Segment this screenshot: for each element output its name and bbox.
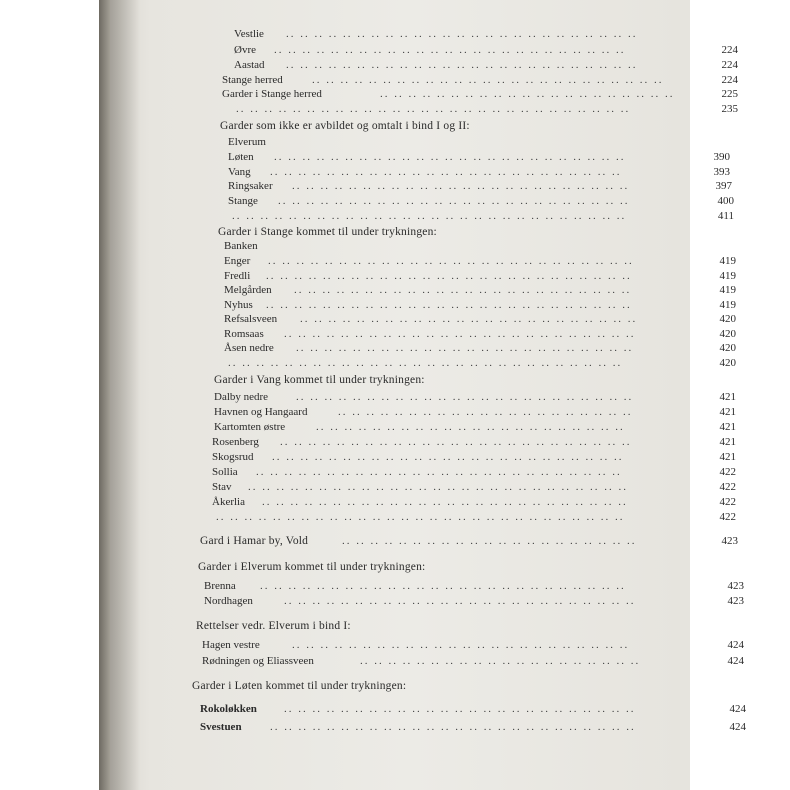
toc-entry: Melgården .. .. .. .. .. .. .. .. .. .. .. .. .. .. .. .. .. .. .. .. .. .. .. .. 419 — [224, 284, 736, 296]
toc-entry: Sollia .. .. .. .. .. .. .. .. .. .. .. .. .. .. .. .. .. .. .. .. .. .. .. .. .. .. 422 — [212, 466, 736, 478]
toc-entry: Vestlie .. .. .. .. .. .. .. .. .. .. .. .. .. .. .. .. .. .. .. .. .. .. .. .. .. — [234, 28, 638, 40]
toc-entry: Løten .. .. .. .. .. .. .. .. .. .. .. .. .. .. .. .. .. .. .. .. .. .. .. .. .. 390 — [228, 151, 730, 163]
section-heading: Rettelser vedr. Elverum i bind I: — [196, 620, 351, 632]
toc-entry: Rosenberg .. .. .. .. .. .. .. .. .. .. .. .. .. .. .. .. .. .. .. .. .. .. .. .. .. 421 — [212, 436, 736, 448]
toc-entry: Nordhagen .. .. .. .. .. .. .. .. .. .. .. .. .. .. .. .. .. .. .. .. .. .. .. .. .. 423 — [204, 595, 744, 607]
toc-entry: Havnen og Hangaard .. .. .. .. .. .. .. .. .. .. .. .. .. .. .. .. .. .. .. .. .. 421 — [214, 406, 736, 418]
toc-entry: Svestuen .. .. .. .. .. .. .. .. .. .. .. .. .. .. .. .. .. .. .. .. .. .. .. .. .. .. 424 — [200, 721, 746, 733]
toc-entry: Rødningen og Eliassveen .. .. .. .. .. .. .. .. .. .. .. .. .. .. .. .. .. .. .. .. 424 — [202, 655, 744, 667]
toc-entry: Stange herred .. .. .. .. .. .. .. .. .. .. .. .. .. .. .. .. .. .. .. .. .. .. .. .. .. 224 — [222, 74, 738, 86]
toc-entry: Nyhus .. .. .. .. .. .. .. .. .. .. .. .. .. .. .. .. .. .. .. .. .. .. .. .. .. .. 419 — [224, 299, 736, 311]
toc-entry: Refsalsveen .. .. .. .. .. .. .. .. .. .. .. .. .. .. .. .. .. .. .. .. .. .. .. .. 420 — [224, 313, 736, 325]
section-heading: Garder som ikke er avbildet og omtalt i bind I og II: — [220, 120, 470, 132]
toc-entry: Brenna .. .. .. .. .. .. .. .. .. .. .. .. .. .. .. .. .. .. .. .. .. .. .. .. .. .. 423 — [204, 580, 744, 592]
toc-entry: Åsen nedre .. .. .. .. .. .. .. .. .. .. .. .. .. .. .. .. .. .. .. .. .. .. .. .. 420 — [224, 342, 736, 354]
toc-entry: Vang .. .. .. .. .. .. .. .. .. .. .. .. .. .. .. .. .. .. .. .. .. .. .. .. .. 393 — [228, 166, 730, 178]
toc-entry: Elverum — [228, 136, 266, 148]
toc-entry: Skogsrud .. .. .. .. .. .. .. .. .. .. .. .. .. .. .. .. .. .. .. .. .. .. .. .. .. 421 — [212, 451, 736, 463]
toc-entry: Gard i Hamar by, Vold .. .. .. .. .. .. .. .. .. .. .. .. .. .. .. .. .. .. .. .. .. 423 — [200, 535, 738, 547]
section-heading: Garder i Elverum kommet til under trykningen: — [198, 561, 426, 573]
section-heading: Garder i Vang kommet til under trykningen: — [214, 374, 425, 386]
toc-entry: Aastad .. .. .. .. .. .. .. .. .. .. .. .. .. .. .. .. .. .. .. .. .. .. .. .. .. 224 — [234, 59, 738, 71]
section-heading: Garder i Løten kommet til under trykningen: — [192, 680, 407, 692]
toc-entry: Romsaas .. .. .. .. .. .. .. .. .. .. .. .. .. .. .. .. .. .. .. .. .. .. .. .. .. 420 — [224, 328, 736, 340]
toc-entry: Kartomten østre .. .. .. .. .. .. .. .. .. .. .. .. .. .. .. .. .. .. .. .. .. .. 421 — [214, 421, 736, 433]
toc-entry: Rokoløkken .. .. .. .. .. .. .. .. .. .. .. .. .. .. .. .. .. .. .. .. .. .. .. .. .. 424 — [200, 703, 746, 715]
table-of-contents: Vestlie .. .. .. .. .. .. .. .. .. .. .. .. .. .. .. .. .. .. .. .. .. .. .. .. .. Øvre .. .. .. .. .. .. .. .. .. .. .. .. .. .. .. .. .. .. .. .. .. .. .. .. .. 224 Aastad .. .. .. .. .. .. .. .. .. .. .. .. .. .. .. .. .. .. .. .. .. .. .. .. .. 224 Stange herred .. .. .. .. .. .. .. .. .. .. .. .. .. .. .. .. .. .. .. .. .. .. .. .. .. 224 Garder i Stange herred .. .. .. .. .. .. .. .. .. .. .. .. .. .. .. .. .. .. .. .. .. 225 .. .. .. .. .. .. .. .. .. .. .. .. .. .. .. .. .. .. .. .. .. .. .. .. .. .. .. .. 235 Garder som ikke er avbildet og omtalt i bind I og II: Elverum Løten .. .. .. .. .. .. .. .. .. .. .. .. .. .. .. .. .. .. .. .. .. .. .. .. .. 390 Vang .. .. .. .. .. .. .. .. .. .. .. .. .. .. .. .. .. .. .. .. .. .. .. .. .. 393 Ringsaker .. .. .. .. .. .. .. .. .. .. .. .. .. .. .. .. .. .. .. .. .. .. .. .. 397 Stange .. .. .. .. .. .. .. .. .. .. .. .. .. .. .. .. .. .. .. .. .. .. .. .. .. 400 .. .. .. .. .. .. .. .. .. .. .. .. .. .. .. .. .. .. .. .. .. .. .. .. .. .. .. .. 411 Garder i Stange kommet til under trykningen: Banken Enger .. .. .. .. .. .. .. .. .. .. .. .. .. .. .. .. .. .. .. .. .. .. .. .. .. .. 419 Fredli .. .. .. .. .. .. .. .. .. .. .. .. .. .. .. .. .. .. .. .. .. .. .. .. .. .. 419 Melgården .. .. .. .. .. .. .. .. .. .. .. .. .. .. .. .. .. .. .. .. .. .. .. .. 419 Nyhus .. .. .. .. .. .. .. .. .. .. .. .. .. .. .. .. .. .. .. .. .. .. .. .. .. .. 419 Refsalsveen .. .. .. .. .. .. .. .. .. .. .. .. .. .. .. .. .. .. .. .. .. .. .. .. 420 Romsaas .. .. .. .. .. .. .. .. .. .. .. .. .. .. .. .. .. .. .. .. .. .. .. .. .. 420 Åsen nedre .. .. .. .. .. .. .. .. .. .. .. .. .. .. .. .. .. .. .. .. .. .. .. .. 420 .. .. .. .. .. .. .. .. .. .. .. .. .. .. .. .. .. .. .. .. .. .. .. .. .. .. .. .. 420 Garder i Vang kommet til under trykningen: Dalby nedre .. .. .. .. .. .. .. .. .. .. .. .. .. .. .. .. .. .. .. .. .. .. .. .. 421 Havnen og Hangaard .. .. .. .. .. .. .. .. .. .. .. .. .. .. .. .. .. .. .. .. .. 421 Kartomten østre .. .. .. .. .. .. .. .. .. .. .. .. .. .. .. .. .. .. .. .. .. .. 421 Rosenberg .. .. .. .. .. .. .. .. .. .. .. .. .. .. .. .. .. .. .. .. .. .. .. .. .. 421 Skogsrud .. .. .. .. .. .. .. .. .. .. .. .. .. .. .. .. .. .. .. .. .. .. .. .. .. 421 Sollia .. .. .. .. .. .. .. .. .. .. .. .. .. .. .. .. .. .. .. .. .. .. .. .. .. .. 422 Stav .. .. .. .. .. .. .. .. .. .. .. .. .. .. .. .. .. .. .. .. .. .. .. .. .. .. .. 422 Åkerlia .. .. .. .. .. .. .. .. .. .. .. .. .. .. .. .. .. .. .. .. .. .. .. .. .. .. 422 .. .. .. .. .. .. .. .. .. .. .. .. .. .. .. .. .. .. .. .. .. .. .. .. .. .. .. .. .. 422 Gard i Hamar by, Vold .. .. .. .. .. .. .. .. .. .. .. .. .. .. .. .. .. .. .. .. .. 423 Garder i Elverum kommet til under trykningen: Brenna .. .. .. .. .. .. .. .. .. .. .. .. .. .. .. .. .. .. .. .. .. .. .. .. .. .. 423 Nordhagen .. .. .. .. .. .. .. .. .. .. .. .. .. .. .. .. .. .. .. .. .. .. .. .. .. 423 Rettelser vedr. Elverum i bind I: Hagen vestre .. .. .. .. .. .. .. .. .. .. .. .. .. .. .. .. .. .. .. .. .. .. .. .. 424 Rødningen og Eliassveen .. .. .. .. .. .. .. .. .. .. .. .. .. .. .. .. .. .. .. .. 424 Garder i Løten kommet til under trykningen: Rokoløkken .. .. .. .. .. .. .. .. .. .. .. .. .. .. .. .. .. .. .. .. .. .. .. .. .. 424 Svestuen .. .. .. .. .. .. .. .. .. .. .. .. .. .. .. .. .. .. .. .. .. .. .. .. .. .. 424 — [192, 28, 746, 733]
toc-entry: Ringsaker .. .. .. .. .. .. .. .. .. .. .. .. .. .. .. .. .. .. .. .. .. .. .. .. 397 — [228, 180, 732, 192]
book-page — [110, 0, 746, 790]
toc-entry: Fredli .. .. .. .. .. .. .. .. .. .. .. .. .. .. .. .. .. .. .. .. .. .. .. .. .. .. 419 — [224, 270, 736, 282]
toc-entry: Hagen vestre .. .. .. .. .. .. .. .. .. .. .. .. .. .. .. .. .. .. .. .. .. .. .. .. 424 — [202, 639, 744, 651]
toc-entry: Dalby nedre .. .. .. .. .. .. .. .. .. .. .. .. .. .. .. .. .. .. .. .. .. .. .. .. 421 — [214, 391, 736, 403]
toc-entry: Enger .. .. .. .. .. .. .. .. .. .. .. .. .. .. .. .. .. .. .. .. .. .. .. .. .. .. 419 — [224, 255, 736, 267]
toc-entry: Åkerlia .. .. .. .. .. .. .. .. .. .. .. .. .. .. .. .. .. .. .. .. .. .. .. .. .. .. 422 — [212, 496, 736, 508]
toc-entry: Stange .. .. .. .. .. .. .. .. .. .. .. .. .. .. .. .. .. .. .. .. .. .. .. .. .. 400 — [228, 195, 734, 207]
toc-entry: Stav .. .. .. .. .. .. .. .. .. .. .. .. .. .. .. .. .. .. .. .. .. .. .. .. .. .. .. 422 — [212, 481, 736, 493]
section-heading: Garder i Stange kommet til under trykningen: — [218, 226, 437, 238]
toc-entry: Banken — [224, 240, 258, 252]
toc-entry: Øvre .. .. .. .. .. .. .. .. .. .. .. .. .. .. .. .. .. .. .. .. .. .. .. .. .. 224 — [234, 44, 738, 56]
toc-entry: Garder i Stange herred .. .. .. .. .. .. .. .. .. .. .. .. .. .. .. .. .. .. .. .. .. 225 — [222, 88, 738, 100]
